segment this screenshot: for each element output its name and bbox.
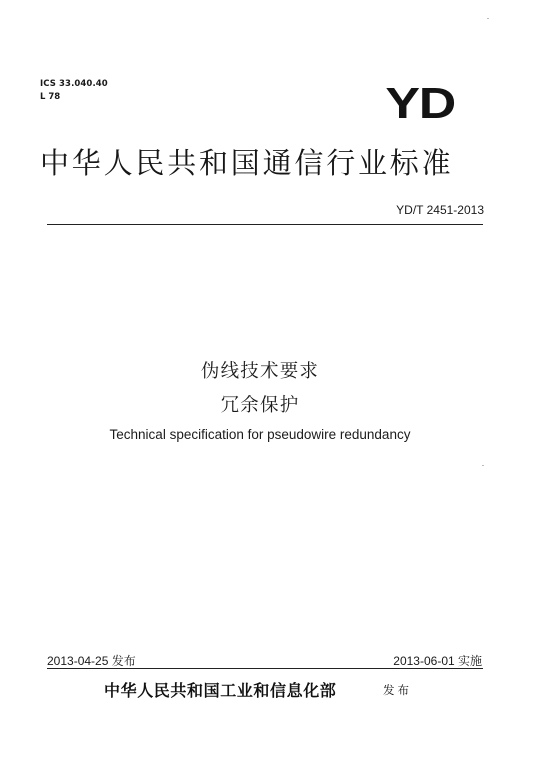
document-title-cn-line2: 冗余保护 — [220, 395, 300, 416]
classification-code: L 78 — [40, 92, 61, 102]
yd-logo: YD — [385, 79, 455, 128]
issue-label: 发布 — [383, 683, 412, 697]
ics-code: ICS 33.040.40 — [40, 79, 108, 89]
scan-speck — [482, 465, 484, 466]
publish-date: 2013-04-25 发布 — [47, 654, 136, 668]
scan-speck — [487, 18, 489, 19]
standard-number: YD/T 2451-2013 — [396, 203, 484, 217]
document-title-cn-line1: 伪线技术要求 — [200, 361, 320, 382]
document-title-en: Technical specification for pseudowire redundancy — [109, 427, 411, 442]
footer-divider — [47, 668, 483, 669]
header-divider — [47, 224, 483, 225]
standard-series-title: 中华人民共和国通信行业标准 — [40, 146, 454, 180]
implement-date: 2013-06-01 实施 — [393, 654, 482, 668]
issuing-authority: 中华人民共和国工业和信息化部 — [104, 681, 337, 700]
